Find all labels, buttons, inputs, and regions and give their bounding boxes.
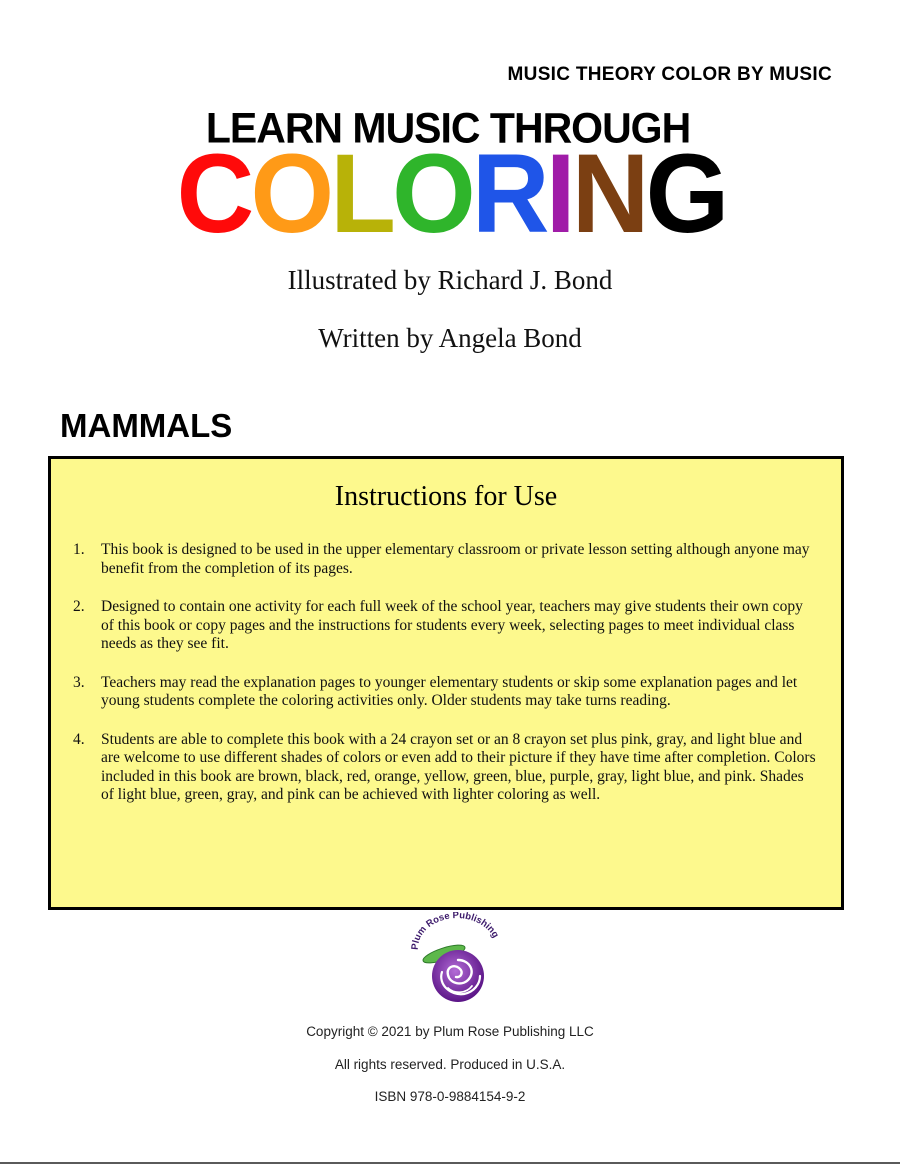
instruction-item bbox=[69, 674, 819, 711]
instruction-item bbox=[69, 598, 819, 654]
isbn-line: ISBN 978-0-9884154-9-2 bbox=[374, 1089, 526, 1104]
instructions-box bbox=[48, 456, 844, 910]
instructions-list bbox=[69, 541, 819, 825]
section-heading: MAMMALS bbox=[60, 407, 233, 444]
instruction-item bbox=[69, 541, 819, 578]
logo-arc-text: Plum Rose Publishing bbox=[409, 912, 501, 951]
rights-line: All rights reserved. Produced in U.S.A. bbox=[334, 1057, 566, 1072]
instruction-number: 2. bbox=[73, 598, 85, 615]
title-letter-7: N bbox=[571, 131, 646, 256]
instruction-number: 4. bbox=[73, 730, 85, 748]
instruction-text: Designed to contain one activity for each full week of the school year, teachers may give students their own copy of this book or copy pages and the instructions for students every week, selecting pages to meet individual class needs as they see fit. bbox=[101, 598, 803, 652]
title-letter-5: R bbox=[471, 131, 546, 256]
instruction-text: Teachers may read the explanation pages to younger elementary students or skip some explanation pages and let young students complete the coloring activities only. Older students may take turns reading. bbox=[101, 673, 798, 709]
plum-rose-logo-graphic bbox=[408, 912, 504, 1008]
plum-rose-logo-icon bbox=[408, 912, 504, 1008]
illustrator-credit: Illustrated by Richard J. Bond bbox=[287, 265, 613, 295]
instruction-number: 1. bbox=[73, 541, 85, 558]
instruction-item bbox=[69, 731, 819, 805]
title-letter-8: G bbox=[645, 131, 726, 256]
title-letter-6: I bbox=[545, 131, 572, 256]
writer-credit: Written by Angela Bond bbox=[318, 323, 582, 353]
instruction-number: 3. bbox=[73, 673, 85, 691]
title-letter-2: O bbox=[250, 131, 331, 256]
title-letter-1: C bbox=[176, 131, 251, 256]
title-letter-3: L bbox=[330, 131, 393, 256]
title-line-1: LEARN MUSIC THROUGH bbox=[205, 103, 691, 153]
instruction-text: Students are able to complete this book with a 24 crayon set or an 8 crayon set plus pink, gray, and light blue and are welcome to use different shades of colors or even add to their picture if they have time after completion. Colors included in this book are brown, black, red, orange, yellow, green, blue, purple, gray, light blue, and pink. Shades of light blue, green, gray, and pink can be achieved with lighter coloring as well. bbox=[101, 730, 816, 803]
instruction-text: This book is designed to be used in the upper elementary classroom or private lesson setting although anyone may benefit from the completion of its pages. bbox=[101, 541, 810, 577]
title-line-2 bbox=[72, 131, 830, 256]
supertitle: MUSIC THEORY COLOR BY MUSIC bbox=[507, 64, 832, 85]
title-letter-4: O bbox=[392, 131, 472, 256]
copyright-line: Copyright © 2021 by Plum Rose Publishing LLC bbox=[306, 1024, 594, 1039]
instructions-title: Instructions for Use bbox=[334, 481, 558, 512]
